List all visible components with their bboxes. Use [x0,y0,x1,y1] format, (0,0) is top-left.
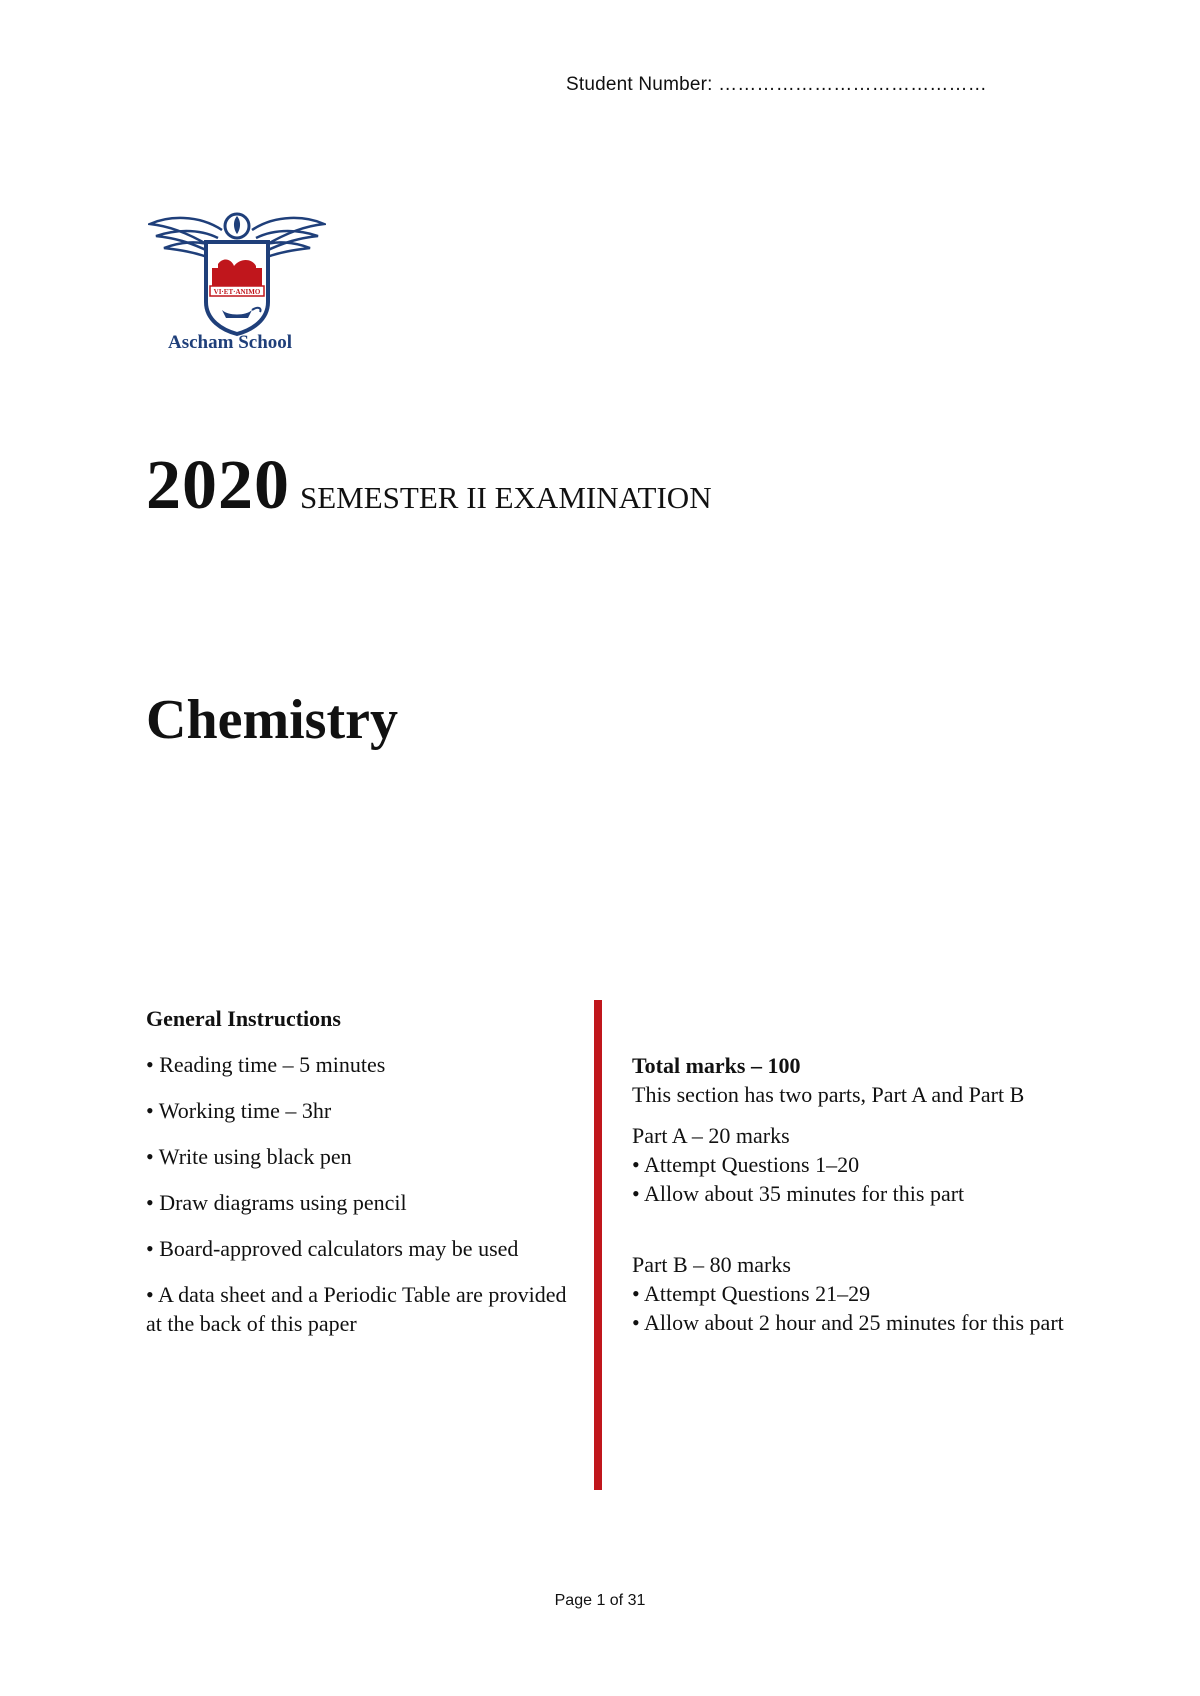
subject-title: Chemistry [146,689,398,751]
part-a-heading: Part A – 20 marks [632,1123,790,1148]
marks-section [632,1051,1082,1337]
instruction-item: • Working time – 3hr [146,1098,332,1123]
exam-heading [146,446,712,526]
instruction-item: • Board-approved calculators may be used [146,1236,519,1261]
exam-title: SEMESTER II EXAMINATION [300,480,712,515]
exam-year: 2020 [146,447,290,524]
part-b-item: • Attempt Questions 21–29 [632,1281,871,1306]
student-number-field: Student Number: …………………………………… [566,74,987,95]
instruction-item: • A data sheet and a Periodic Table are provided at the back of this paper [146,1282,567,1336]
part-a-item: • Attempt Questions 1–20 [632,1152,860,1177]
school-crest-logo [148,202,326,352]
logo-motto: VI·ET·ANIMO [213,288,261,296]
part-a-item: • Allow about 35 minutes for this part [632,1181,965,1206]
total-marks: Total marks – 100 [632,1053,801,1078]
section-description: This section has two parts, Part A and Part B [632,1082,1025,1107]
instruction-item: • Reading time – 5 minutes [146,1052,386,1077]
instruction-item: • Write using black pen [146,1144,352,1169]
instruction-item: • Draw diagrams using pencil [146,1190,407,1215]
instructions-heading: General Instructions [146,1006,341,1031]
page-number: Page 1 of 31 [554,1592,646,1609]
part-b-item: • Allow about 2 hour and 25 minutes for this part [632,1310,1064,1335]
part-b-heading: Part B – 80 marks [632,1252,791,1277]
school-name: Ascham School [168,332,293,353]
general-instructions [146,1004,576,1355]
column-divider [594,1000,602,1490]
